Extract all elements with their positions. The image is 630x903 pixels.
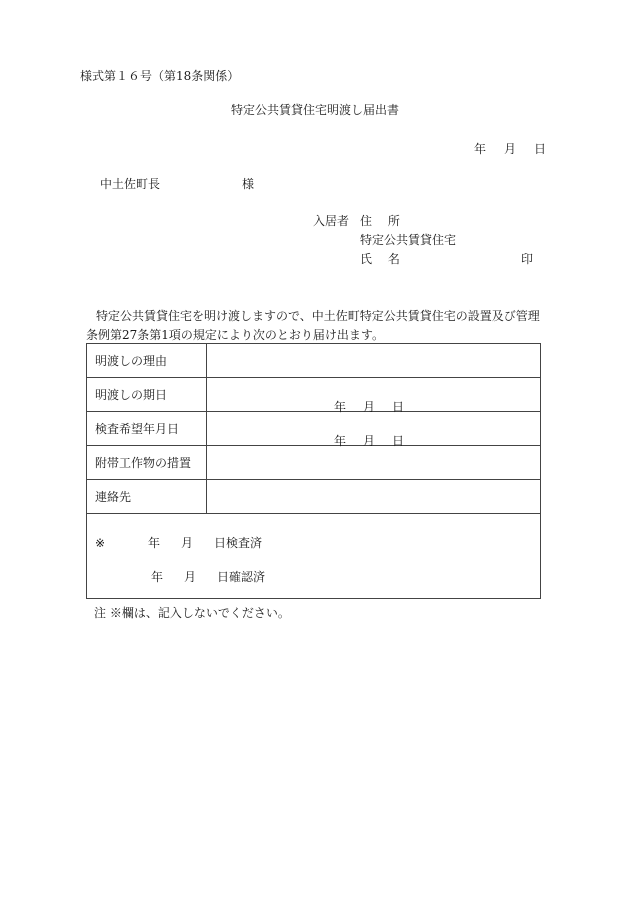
table-row bbox=[87, 480, 541, 514]
row-label: 附帯工作物の措置 bbox=[87, 446, 207, 480]
row-label: 明渡しの期日 bbox=[87, 378, 207, 412]
row-label: 検査希望年月日 bbox=[87, 412, 207, 446]
form-number: 様式第１６号（第18条関係） bbox=[80, 69, 240, 83]
date-month: 月 bbox=[363, 400, 376, 414]
confirm-month: 月 bbox=[184, 570, 197, 584]
body-line-1: 特定公共賃貸住宅を明け渡しますので、中土佐町特定公共賃貸住宅の設置及び管理 bbox=[96, 309, 540, 323]
office-use-cell bbox=[87, 514, 541, 599]
confirmed-line bbox=[151, 571, 265, 583]
confirm-year: 年 bbox=[151, 570, 164, 584]
inspect-year: 年 bbox=[148, 536, 161, 550]
form-table bbox=[86, 343, 541, 599]
reason-field[interactable] bbox=[207, 344, 541, 378]
date-day: 日 bbox=[392, 434, 405, 448]
table-row bbox=[87, 446, 541, 480]
table-row bbox=[87, 344, 541, 378]
date-month: 月 bbox=[363, 434, 376, 448]
date-year: 年 bbox=[334, 400, 347, 414]
row-label: 明渡しの理由 bbox=[87, 344, 207, 378]
contact-field[interactable] bbox=[207, 480, 541, 514]
footnote: 注 ※欄は、記入しないでください。 bbox=[94, 606, 290, 620]
inspected-label: 日検査済 bbox=[214, 536, 263, 550]
inspected-line bbox=[148, 537, 262, 549]
date-year: 年 bbox=[474, 142, 487, 156]
vacate-date-field[interactable] bbox=[207, 378, 541, 412]
date-day: 日 bbox=[533, 142, 546, 156]
seal-mark: 印 bbox=[521, 252, 534, 266]
address-label: 住 所 bbox=[360, 214, 406, 228]
addressee-honorific: 様 bbox=[242, 177, 255, 191]
resident-heading: 入居者 bbox=[313, 214, 350, 228]
date-day: 日 bbox=[392, 400, 405, 414]
body-line-2: 条例第27条第1項の規定により次のとおり届け出ます。 bbox=[86, 328, 384, 342]
table-row bbox=[87, 378, 541, 412]
inspection-date-field[interactable] bbox=[207, 412, 541, 446]
name-label: 氏 名 bbox=[360, 252, 406, 266]
addressee-name: 中土佐町長 bbox=[100, 177, 161, 191]
submission-date bbox=[474, 140, 546, 157]
office-use-mark: ※ bbox=[95, 536, 106, 550]
row-label: 連絡先 bbox=[87, 480, 207, 514]
confirmed-label: 日確認済 bbox=[217, 570, 266, 584]
date-month: 月 bbox=[503, 142, 516, 156]
table-row bbox=[87, 514, 541, 599]
housing-unit-label: 特定公共賃貸住宅 bbox=[360, 233, 457, 247]
table-row bbox=[87, 412, 541, 446]
fixtures-field[interactable] bbox=[207, 446, 541, 480]
document-title: 特定公共賃貸住宅明渡し届出書 bbox=[230, 103, 399, 117]
body-paragraph bbox=[86, 307, 556, 345]
date-year: 年 bbox=[334, 434, 347, 448]
inspect-month: 月 bbox=[181, 536, 194, 550]
